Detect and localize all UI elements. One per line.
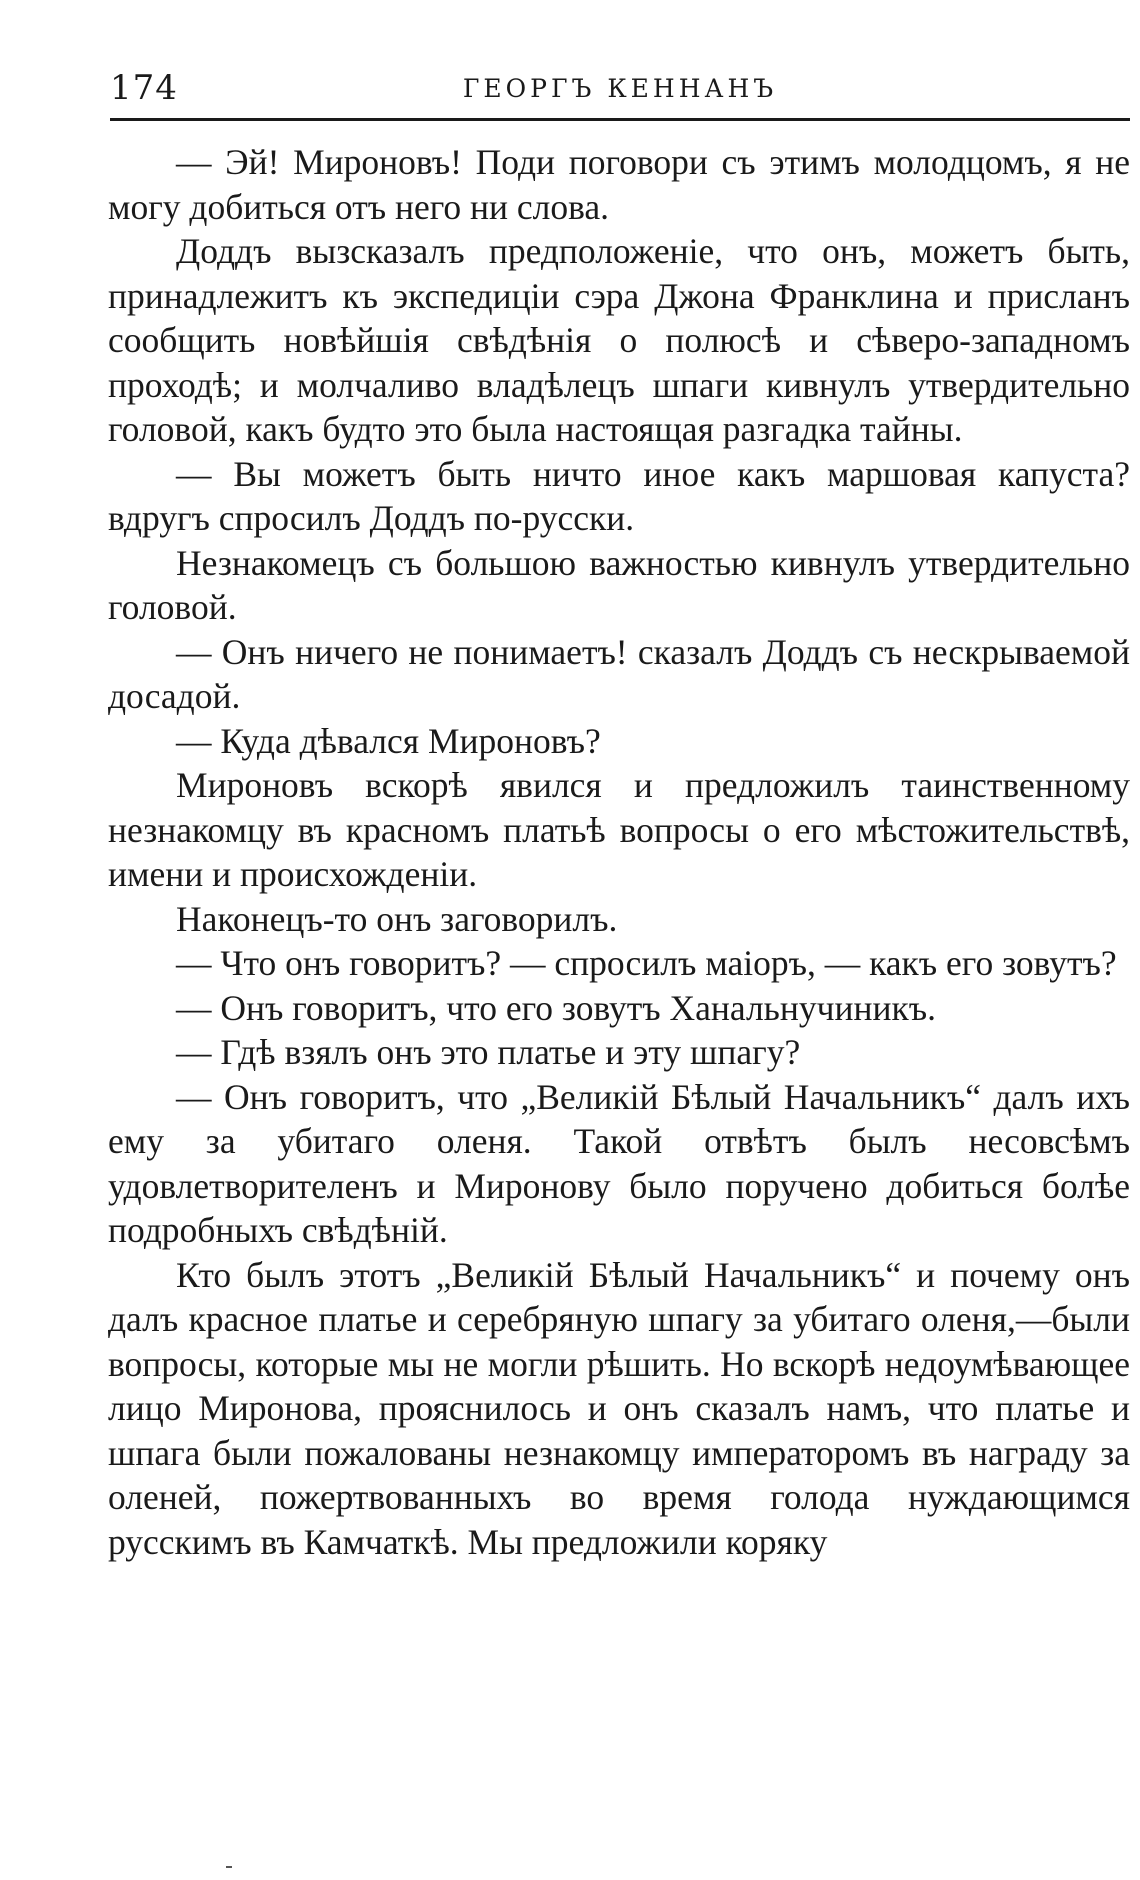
page-number: 174 <box>110 68 178 108</box>
paragraph: Мироновъ вскорѣ явился и предложилъ таинственному незнакомцу въ красномъ платьѣ вопросы о его мѣстожительствѣ, имени и происхожденіи. <box>108 765 1130 894</box>
paragraph: Незнакомецъ съ большою важностью кивнулъ утвердительно головой. <box>108 542 1130 627</box>
paragraph: — Эй! Мироновъ! Поди поговори съ этимъ молодцомъ, я не могу добиться отъ него ни слова. <box>108 142 1130 227</box>
running-head: ГЕОРГЪ КЕННАНЪ <box>462 74 778 103</box>
paragraph: Наконецъ-то онъ заговорилъ. <box>176 898 618 939</box>
paragraph: — Онъ говоритъ, что „Великій Бѣлый Начальникъ“ далъ ихъ ему за убитаго оленя. Такой отвѣтъ былъ несовсѣмъ удовлетворителенъ и Миронову было поручено добиться болѣе подробныхъ свѣдѣній. <box>108 1076 1130 1250</box>
paragraph: — Куда дѣвался Мироновъ? <box>176 720 601 761</box>
page-header <box>110 68 1130 114</box>
paragraph: Доддъ вызсказалъ предположеніе, что онъ, можетъ быть, принадлежитъ къ экспедиціи сэра Джона Франклина и присланъ сообщить новѣйшія свѣдѣнія о полюсѣ и сѣверо-западномъ проходѣ; и молчаливо владѣлецъ шпаги кивнулъ утвердительно головой, какъ будто это была настоящая разгадка тайны. <box>108 231 1130 449</box>
paragraph: Кто былъ этотъ „Великій Бѣлый Начальникъ“ и почему онъ далъ красное платье и серебряную шпагу за убитаго оленя,—были вопросы, которые мы не могли рѣшить. Но вскорѣ недоумѣвающее лицо Миронова, прояснилось и онъ сказалъ намъ, что платье и шпага были пожалованы незнакомцу императоромъ въ награду за оленей, пожертвованныхъ во время голода нуждающимся русскимъ въ Камчаткѣ. Мы предложили коряку <box>108 1254 1130 1562</box>
paragraph: — Гдѣ взялъ онъ это платье и эту шпагу? <box>176 1032 801 1072</box>
print-speck <box>226 1866 232 1868</box>
paragraph: — Вы можетъ быть ничто иное какъ маршовая капуста? вдругъ спросилъ Доддъ по-русски. <box>108 453 1130 538</box>
body-text <box>108 140 1130 1564</box>
paragraph: — Онъ говоритъ, что его зовутъ Ханальнучиникъ. <box>176 987 936 1028</box>
paragraph: — Что онъ говоритъ? — спросилъ маіоръ, — какъ его зовутъ? <box>176 943 1117 983</box>
header-rule <box>110 118 1130 121</box>
paragraph: — Онъ ничего не понимаетъ! сказалъ Доддъ съ нескрываемой досадой. <box>108 631 1130 716</box>
